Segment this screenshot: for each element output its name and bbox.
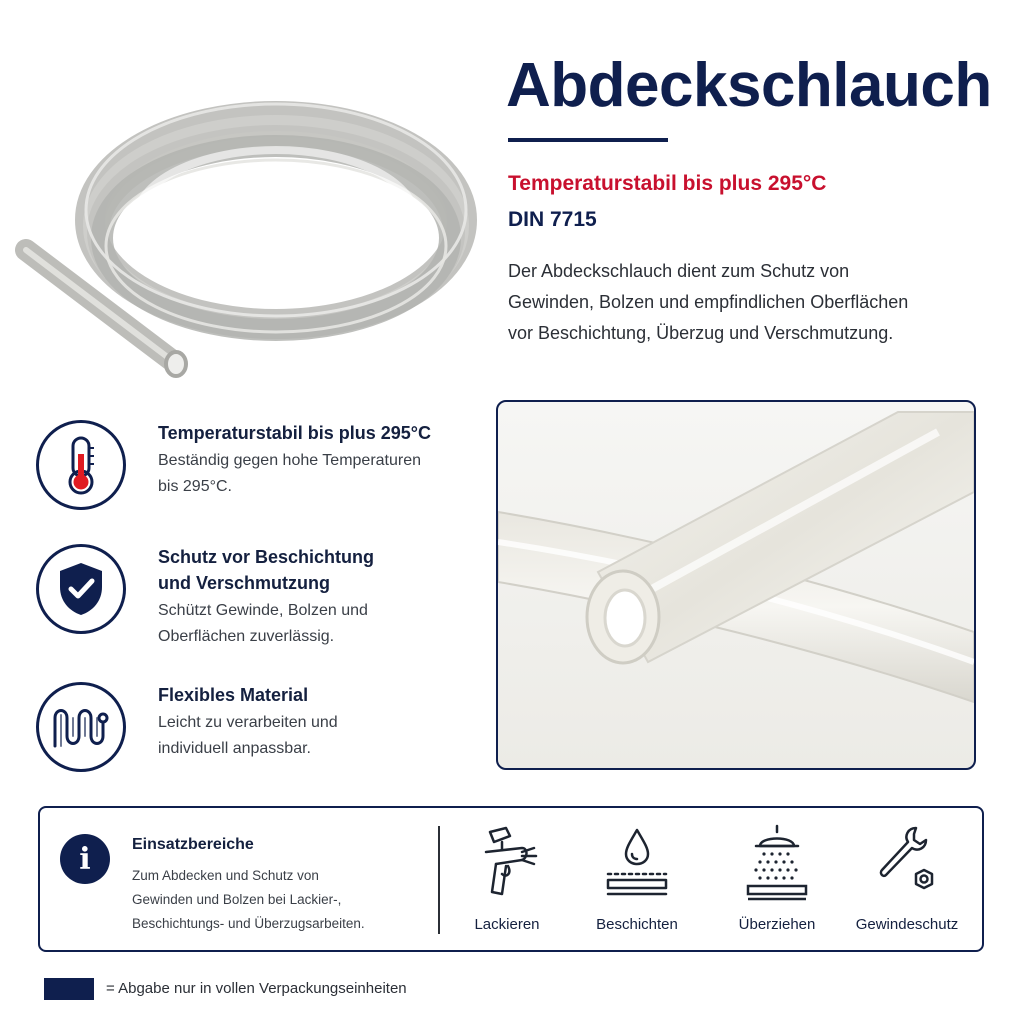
application-coating [572, 822, 702, 942]
hose-closeup-image [496, 400, 976, 770]
title-underline [508, 138, 668, 142]
feature-heading: Temperaturstabil bis plus 295°C [158, 423, 431, 443]
feature-heading-line: Schutz vor Beschichtung [158, 547, 375, 567]
feature-description-line: Oberflächen zuverlässig. [158, 628, 335, 645]
spray-gun-icon [472, 822, 542, 906]
norm-subtitle: DIN 7715 [508, 208, 597, 231]
feature-protection [36, 544, 476, 654]
legend-swatch [44, 978, 94, 1000]
usage-title: Einsatzbereiche [132, 836, 254, 853]
intro-text [508, 256, 998, 349]
wrench-nut-icon [872, 822, 942, 906]
page-title: Abdeckschlauch [506, 51, 992, 120]
feature-icon-circle [36, 420, 126, 510]
hose-closeup-illustration [498, 402, 974, 768]
feature-description-line: bis 295°C. [158, 478, 232, 495]
info-icon: i [60, 834, 110, 884]
feature-description [158, 710, 478, 762]
droplet-coating-icon [602, 822, 672, 906]
feature-icon-circle [36, 544, 126, 634]
usage-description [132, 864, 462, 936]
intro-line: Der Abdeckschlauch dient zum Schutz von [508, 261, 850, 281]
legend-text: = Abgabe nur in vollen Verpackungseinheiten [106, 980, 407, 997]
usage-description-line: Gewinden und Bolzen bei Lackier-, [132, 892, 342, 907]
usage-description-line: Zum Abdecken und Schutz von [132, 868, 319, 883]
shower-icon [742, 822, 812, 906]
application-painting [442, 822, 572, 942]
feature-description-line: Beständig gegen hohe Temperaturen [158, 452, 422, 469]
shield-check-icon [56, 561, 106, 617]
application-label: Überziehen [738, 916, 816, 933]
feature-temperature [36, 420, 476, 530]
feature-description-line: Leicht zu verarbeiten und [158, 714, 338, 731]
feature-heading: Flexibles Material [158, 685, 309, 705]
intro-line: Gewinden, Bolzen und empfindlichen Oberflächen [508, 292, 909, 312]
usage-divider [438, 826, 440, 934]
feature-description [158, 448, 478, 500]
flexible-tube-icon [51, 702, 111, 752]
feature-description-line: individuell anpassbar. [158, 740, 311, 757]
hose-coil-image [14, 70, 484, 400]
feature-flexible [36, 682, 476, 792]
application-label: Gewindeschutz [855, 916, 959, 933]
feature-heading-line: und Verschmutzung [158, 573, 331, 593]
temperature-subtitle: Temperaturstabil bis plus 295°C [508, 172, 827, 195]
application-label: Beschichten [596, 916, 678, 933]
feature-description-line: Schützt Gewinde, Bolzen und [158, 602, 368, 619]
usage-description-line: Beschichtungs- und Überzugsarbeiten. [132, 916, 365, 931]
feature-icon-circle [36, 682, 126, 772]
intro-line: vor Beschichtung, Überzug und Verschmutzung. [508, 323, 894, 343]
application-thread-protection [842, 822, 972, 942]
feature-description [158, 598, 478, 650]
usage-panel [38, 806, 984, 952]
application-label: Lackieren [474, 916, 540, 933]
thermometer-icon [58, 434, 104, 496]
feature-heading [158, 544, 478, 596]
application-overcoating [712, 822, 842, 942]
